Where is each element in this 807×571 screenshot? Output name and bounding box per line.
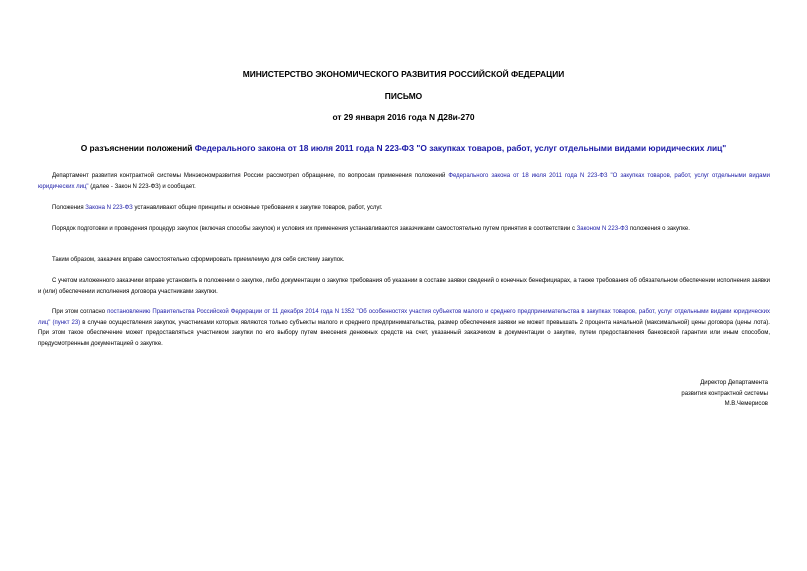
signature-department: развития контрактной системы	[681, 390, 768, 397]
paragraph-6-text-before: При этом согласно	[52, 309, 108, 315]
law-223-fz-link[interactable]: Федерального закона от 18 июля 2011 года N 223-ФЗ "О закупках товаров, работ, услуг отдельными видами юридических лиц"	[38, 173, 770, 190]
signature-name: М.В.Чемерисов	[724, 401, 768, 407]
subject-law-link[interactable]: Федерального закона от 18 июля 2011 года N 223-ФЗ "О закупках товаров, работ, услуг отдельными видами юридических лиц"	[194, 143, 727, 153]
subject-prefix: О разъяснении положений	[80, 143, 195, 153]
paragraph-6-text-after: в случае осуществления закупок, участниками которых являются только субъекты малого и среднего предпринимательства, размер обеспечения заявки не может превышать 2 процента начальной (максимальной) цены договора (цены лота). При этом такое обеспечение может предоставляться участником закупки по его выбору путем внесения денежных средств на счет, указанный заказчиком в документации о закупке, путем предоставления банковской гарантии или иным способом, предусмотренным документацией о закупке.	[38, 319, 770, 347]
paragraph-2	[38, 203, 770, 214]
paragraph-3	[38, 224, 770, 235]
ministry-name: МИНИСТЕРСТВО ЭКОНОМИЧЕСКОГО РАЗВИТИЯ РОССИЙСКОЙ ФЕДЕРАЦИИ	[242, 69, 565, 79]
paragraph-6	[38, 307, 770, 349]
paragraph-1-text-before: Департамент развития контрактной системы Минэкономразвития России рассмотрел обращение, по вопросам применения положений	[52, 173, 449, 179]
signature-block	[681, 378, 768, 410]
paragraph-2-text-after: устанавливают общие принципы и основные требования к закупке товаров, работ, услуг.	[132, 205, 383, 211]
paragraph-5: С учетом изложенного заказчики вправе установить в положении о закупке, либо документации о закупке требования об указании в составе заявки сведений о конечных бенефициарах, а также требования об обязательном обеспечении исполнения заявки и (или) обеспечении исполнения договора участниками закупки.	[38, 278, 770, 295]
law-223-fz-link-2[interactable]: Законом N 223-ФЗ	[576, 226, 629, 232]
document-date-number: от 29 января 2016 года N Д28и-270	[332, 112, 475, 122]
signature-position: Директор Департамента	[700, 380, 768, 386]
paragraph-3-text-before: Порядок подготовки и проведения процедур закупок (включая способы закупок) и условия их применения устанавливаются заказчиками самостоятельно путем принятия в соответствии с	[52, 226, 577, 232]
paragraph-4: Таким образом, заказчик вправе самостоятельно сформировать приемлемую для себя систему закупок.	[52, 257, 345, 263]
government-resolution-link[interactable]: постановлению Правительства Российской Федерации от 11 декабря 2014 года N 1352 "Об особенностях участия субъектов малого и среднего предпринимательства в закупках товаров, работ, услуг отдельными видами юридических лиц" (пункт 23)	[38, 309, 770, 326]
paragraph-1	[38, 171, 770, 192]
paragraph-1-text-after: (далее - Закон N 223-ФЗ) и сообщает.	[88, 183, 196, 190]
document-type: ПИСЬМО	[384, 91, 423, 101]
law-223-fz-short-link[interactable]: Закона N 223-ФЗ	[85, 205, 133, 211]
paragraph-3-text-after: положения о закупке.	[628, 226, 690, 232]
paragraph-2-text-before: Положения	[52, 205, 86, 211]
document-subject	[0, 143, 807, 154]
